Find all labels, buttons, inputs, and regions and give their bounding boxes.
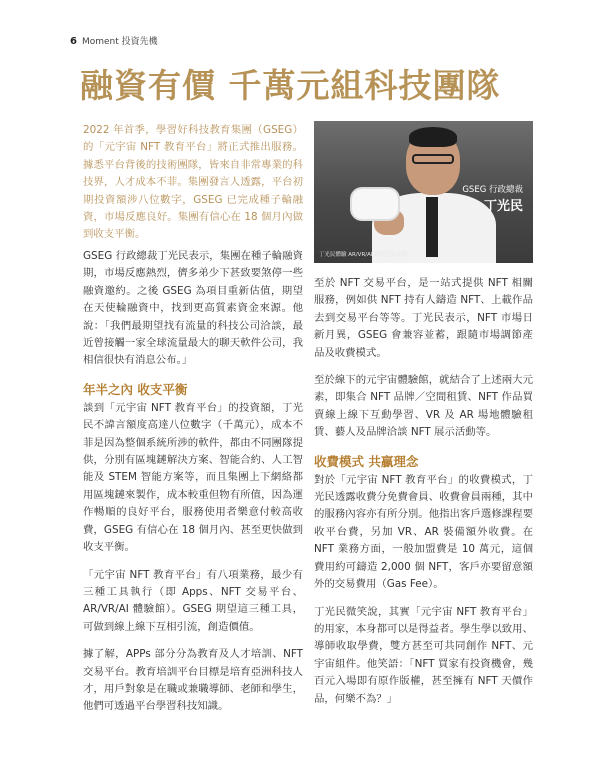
person-tie — [426, 197, 438, 257]
left-column — [83, 248, 303, 726]
person-hair — [409, 127, 457, 147]
intro-paragraph: 2022 年首季，學習好科技教育集團（GSEG）的「元宇宙 NFT 教育平台」將正式推出服務。據悉平台背後的技術團隊，皆來自非常專業的科技界，人才成本不菲。集團發言人透露，平台初期投資額涉八位數字，GSEG 已完成種子輪融資，市場反應良好。集團有信心在 18 個月內做到收支平衡。 — [83, 124, 303, 241]
glasses-icon — [412, 154, 454, 164]
left-paragraph-2: 談到「元宇宙 NFT 教育平台」的投資額，丁光民不諱言額度高達八位數字（千萬元），成本不菲是因為整個系統所涉的軟件，都由不同團隊提供，分別有區塊鏈解決方案、智能合約、人工智能及 STEM 智能方案等，而且集團上下網絡都用區塊鏈來製作，成本較重但物有所值，因為運作暢順的良好平台，服務使用者樂意付較高收費，GSEG 有信心在 18 個月內、甚至更快做到收支平衡。 — [83, 401, 303, 554]
person-name: 丁光民 — [483, 199, 523, 214]
page-number: 6 — [70, 36, 77, 47]
right-paragraph-4: 丁光民微笑說，其實「元宇宙 NFT 教育平台」的用家，本身都可以是得益者。學生學以致用、導師收取學費，雙方甚至可共同創作 NFT、元宇宙組件。他笑語：「NFT 買家有投資機會，幾百元入場即有原作版權，甚至擁有 NFT 天價作品，何樂不為？」 — [314, 605, 533, 705]
photo-nameplate — [462, 183, 523, 214]
person-title: GSEG 行政總裁 — [462, 185, 523, 195]
left-paragraph-1: GSEG 行政總裁丁光民表示，集團在種子輪融資期，市場反應熱烈，儕多弟少下甚致要煞停一些融資邀約。之後 GSEG 為項目重新估值，期望在天使輪融資中，找到更高質素資金來源。他說：「我們最期望找有流量的科技公司洽談，最近曾接觸一家全球流量最大的聊天軟件公司，我相信很快有消息公布。」 — [83, 250, 303, 367]
vr-headset-icon — [352, 189, 398, 219]
page-header — [70, 34, 158, 47]
right-column — [314, 275, 533, 718]
photo-caption: 丁光民體驗 AR/VR/AI 科技延展業務。 — [319, 252, 413, 258]
magazine-name: Moment 投資先機 — [81, 37, 158, 47]
right-subheading: 收費模式 共贏理念 — [314, 453, 419, 469]
left-paragraph-4: 據了解，APPs 部分分為教育及人才培訓、NFT 交易平台。教育培訓平台目標是培育亞洲科技人才，用戶對象是在職或兼職導師、老師和學生，他們可透過平台學習科技知識。 — [83, 648, 303, 713]
right-paragraph-2: 至於線下的元宇宙體驗館，就結合了上述兩大元素，即集合 NFT 品牌／空間租賃、NFT 作品買賣線上線下互動學習、VR 及 AR 場地體驗租賃、藝人及品牌洽談 NFT 展示活動等。 — [314, 374, 533, 439]
left-subheading: 年半之內 收支平衡 — [83, 381, 188, 397]
left-paragraph-3: 「元宇宙 NFT 教育平台」有八項業務，最少有三種工具執行（即 Apps、NFT 交易平台、AR/VR/AI 體驗館）。GSEG 期望這三種工具，可做到線上線下互相引流，創造價值。 — [83, 568, 303, 633]
right-paragraph-3: 對於「元宇宙 NFT 教育平台」的收費模式，丁光民透露收費分免費會員、收費會員兩種，其中的服務內容亦有所分別。他指出客戶選修課程要收平台費，另加 VR、AR 裝備額外收費。在 NFT 業務方面，一般加盟費是 10 萬元，這個費用約可鑄造 2,000 個 NFT，客戶亦要留意額外的交易費用（Gas Fee）。 — [314, 473, 533, 591]
right-paragraph-1: 至於 NFT 交易平台，是一站式提供 NFT 相關服務，例如供 NFT 持有人鑄造 NFT、上載作品去到交易平台等等。丁光民表示，NFT 市場日新月異，GSEG 會兼容並蓄，跟隨市場調節產品及收費模式。 — [314, 277, 533, 359]
ceo-photo — [314, 121, 533, 263]
article-headline: 融資有價 千萬元組科技團隊 — [80, 66, 501, 105]
